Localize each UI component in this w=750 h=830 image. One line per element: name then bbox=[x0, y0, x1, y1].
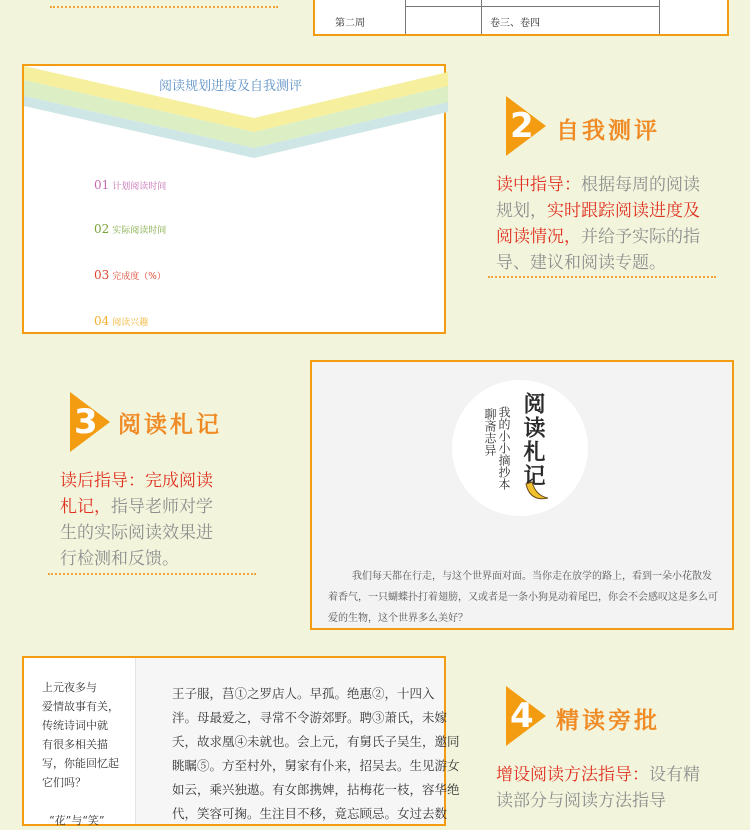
divider-dots bbox=[488, 276, 716, 278]
progress-panel bbox=[22, 64, 446, 334]
cover-book-name: 聊斋志异 bbox=[483, 408, 497, 456]
section-title-self-test: 自我测评 bbox=[556, 117, 660, 144]
item-planned-time: 01 计划阅读时间 bbox=[94, 178, 167, 192]
cover-subtitle: 我的小小摘抄本 bbox=[497, 406, 511, 490]
banana-icon bbox=[522, 476, 552, 506]
number-badge-3: 3 bbox=[70, 392, 110, 452]
table-cell-week: 第二周 bbox=[335, 18, 365, 29]
table-cell-volumes: 卷三、卷四 bbox=[490, 18, 540, 29]
cover-title: 阅读札记 bbox=[520, 392, 546, 488]
main-text: 王子服，莒①之罗店人。早孤。绝惠②，十四入 泮。母最爱之，寻常不令游郊野。聘③萧氏，未嫁 夭，故求凰④未就也。会上元，有舅氏子吴生，邀同 眺瞩⑤。方至村外，舅家有仆来，招吴去。生见游女 如云，乘兴独遨。有女郎携婢，拈梅花一枝，容华绝 代，笑容可掬。生注目不移，竟忘顾忌。女过去数 bbox=[136, 658, 444, 824]
annotated-text-preview bbox=[22, 656, 460, 827]
number-badge-2: 2 bbox=[506, 96, 546, 156]
item-completion: 03 完成度（%） bbox=[94, 268, 166, 282]
number-badge-4: 4 bbox=[506, 686, 546, 746]
section-title-reading-notes: 阅读札记 bbox=[118, 411, 222, 438]
item-actual-time: 02 实际阅读时间 bbox=[94, 222, 167, 236]
section-desc-close-reading: 增设阅读方法指导：设有精 读部分与阅读方法指导 bbox=[496, 765, 700, 811]
notebook-cover bbox=[452, 380, 588, 516]
section-title-close-reading: 精读旁批 bbox=[556, 707, 660, 734]
section-desc-reading-notes: 读后指导：完成阅读 札记，指导老师对学 生的实际阅读效果进 行检测和反馈。 bbox=[60, 471, 213, 569]
divider-dots bbox=[50, 6, 278, 8]
divider-dots bbox=[48, 573, 256, 575]
panel-title: 阅读规划进度及自我测评 bbox=[159, 79, 303, 94]
reading-plan-table bbox=[313, 0, 729, 36]
item-interest: 04 阅读兴趣 bbox=[94, 314, 149, 328]
reading-notes-preview bbox=[310, 360, 734, 630]
section-desc-self-test: 读中指导：根据每周的阅读 规划，实时跟踪阅读进度及 阅读情况，并给予实际的指 导、建议和阅读专题。 bbox=[496, 175, 700, 273]
side-annotation: 上元夜多与 爱情故事有关， 传统诗词中就 有很多相关描 写，你能回忆起 它们吗？ “花”与“笑” bbox=[24, 658, 136, 824]
notes-paragraph: 我们每天都在行走，与这个世界面对面。当你走在放学的路上，看到一朵小花散发着香气，一只蝴蝶扑打着翅膀，又或者是一条小狗晃动着尾巴，你会不会感叹这是多么可爱的生物，这个世界多么美好？ bbox=[328, 571, 718, 624]
decorative-stripes bbox=[24, 66, 448, 336]
